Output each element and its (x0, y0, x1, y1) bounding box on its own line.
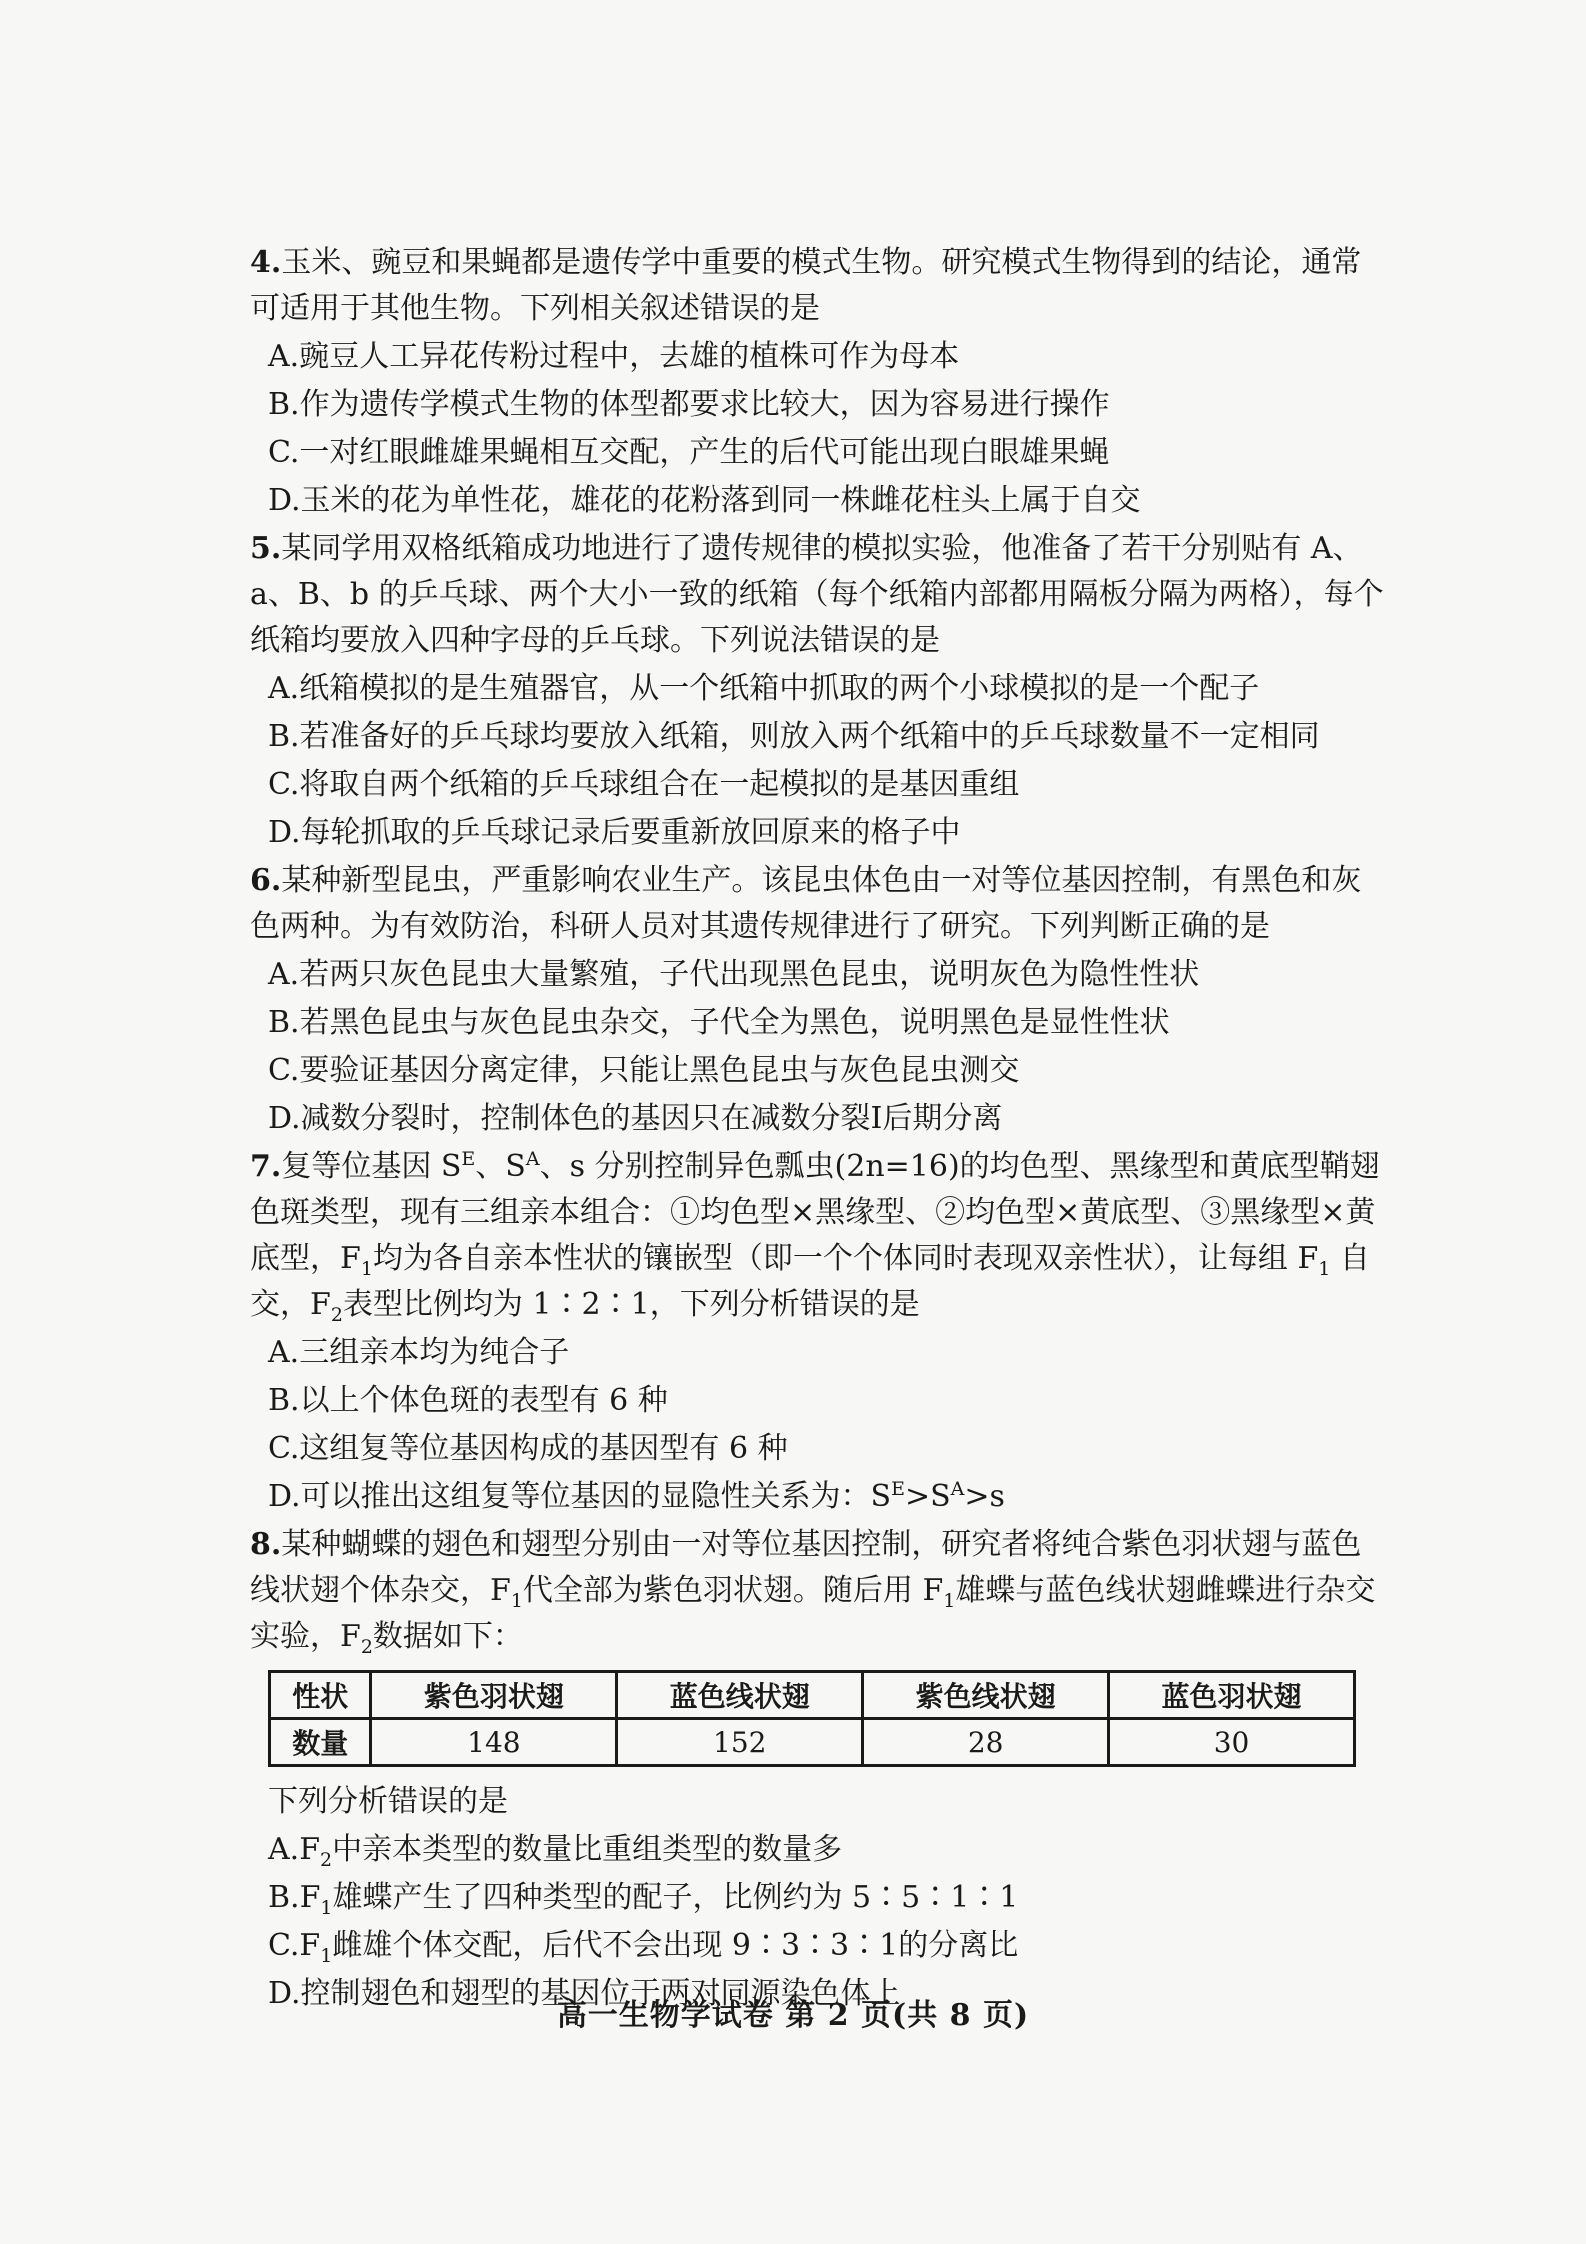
question-6-stem: 6.某种新型昆虫，严重影响农业生产。该昆虫体色由一对等位基因控制，有黑色和灰色两种。为有效防治，科研人员对其遗传规律进行了研究。下列判断正确的是 (250, 863, 1362, 944)
question-4-option-b: B.作为遗传学模式生物的体型都要求比较大，因为容易进行操作 (268, 387, 1110, 422)
question-8-option-b: $B.F_1$雄蝶产生了四种类型的配子，比例约为 5∶5∶1∶1 (268, 1880, 1019, 1919)
table-cell: 30 (1109, 1719, 1355, 1766)
question-4-option-c: C.一对红眼雌雄果蝇相互交配，产生的后代可能出现白眼雄果蝇 (268, 435, 1110, 470)
question-4-option-d: D.玉米的花为单性花，雄花的花粉落到同一株雌花柱头上属于自交 (268, 483, 1141, 518)
table-header-cell: 蓝色羽状翅 (1109, 1672, 1355, 1719)
question-4 (250, 240, 1390, 524)
question-6-option-b: B.若黑色昆虫与灰色昆虫杂交，子代全为黑色，说明黑色是显性性状 (268, 1005, 1170, 1040)
table-header-cell: 蓝色线状翅 (617, 1672, 863, 1719)
question-5 (250, 526, 1390, 856)
f2-data-table (268, 1670, 1356, 1767)
question-4-option-a: A.豌豆人工异花传粉过程中，去雄的植株可作为母本 (268, 339, 960, 374)
question-7-option-a: A.三组亲本均为纯合子 (268, 1335, 570, 1370)
question-8 (250, 1522, 1390, 2017)
question-8-prompt: 下列分析错误的是 (268, 1784, 508, 1819)
question-7-option-c: C.这组复等位基因构成的基因型有 6 种 (268, 1431, 788, 1466)
question-8-option-d: D.控制翅色和翅型的基因位于两对同源染色体上 (268, 1976, 901, 2011)
table-header-cell: 性状 (270, 1672, 371, 1719)
question-6 (250, 858, 1390, 1142)
question-4-stem: 4.玉米、豌豆和果蝇都是遗传学中重要的模式生物。研究模式生物得到的结论，通常可适用于其他生物。下列相关叙述错误的是 (250, 245, 1362, 326)
table-row (270, 1719, 1355, 1766)
table-header-cell: 紫色羽状翅 (371, 1672, 617, 1719)
question-5-option-d: D.每轮抓取的乒乓球记录后要重新放回原来的格子中 (268, 815, 961, 850)
question-6-option-a: A.若两只灰色昆虫大量繁殖，子代出现黑色昆虫，说明灰色为隐性性状 (268, 957, 1200, 992)
question-8-stem: 8.某种蝴蝶的翅色和翅型分别由一对等位基因控制，研究者将纯合紫色羽状翅与蓝色线状翅个体杂交，$F_1$代全部为紫色羽状翅。随后用 $F_1$雄蝶与蓝色线状翅雌蝶进行杂交实验，$F_2$数据如下： (250, 1527, 1376, 1658)
question-8-option-a: $A.F_2$中亲本类型的数量比重组类型的数量多 (268, 1832, 843, 1871)
question-7-stem: 7.复等位基因 $S^E$、$S^A$、s 分别控制异色瓢虫(2n=16)的均色型、黑缘型和黄底型鞘翅色斑类型，现有三组亲本组合：①均色型×黑缘型、②均色型×黄底型、③黑缘型×黄底型，$F_1$均为各自亲本性状的镶嵌型（即一个个体同时表现双亲性状），让每组 $F_1$ 自交，$F_2$表型比例均为 1∶2∶1，下列分析错误的是 (250, 1148, 1380, 1326)
table-header-cell: 紫色线状翅 (863, 1672, 1109, 1719)
question-5-stem: 5.某同学用双格纸箱成功地进行了遗传规律的模拟实验，他准备了若干分别贴有 A、a、B、b 的乒乓球、两个大小一致的纸箱（每个纸箱内部都用隔板分隔为两格），每个纸箱均要放入四种字母的乒乓球。下列说法错误的是 (250, 531, 1384, 658)
table-cell: 数量 (270, 1719, 371, 1766)
question-7-option-b: B.以上个体色斑的表型有 6 种 (268, 1383, 668, 1418)
question-5-option-a: A.纸箱模拟的是生殖器官，从一个纸箱中抓取的两个小球模拟的是一个配子 (268, 671, 1260, 706)
question-5-option-b: B.若准备好的乒乓球均要放入纸箱，则放入两个纸箱中的乒乓球数量不一定相同 (268, 719, 1320, 754)
page-content (250, 240, 1390, 2019)
page-footer: 高一生物学试卷 第 2 页(共 8 页) (556, 1998, 1030, 2033)
table-header-row (270, 1672, 1355, 1719)
table-cell: 148 (371, 1719, 617, 1766)
question-7-option-d: D.可以推出这组复等位基因的显隐性关系为：$S^E>S^A>s$ (268, 1478, 1005, 1514)
question-7 (250, 1144, 1390, 1520)
table-cell: 152 (617, 1719, 863, 1766)
table-cell: 28 (863, 1719, 1109, 1766)
question-6-option-c: C.要验证基因分离定律，只能让黑色昆虫与灰色昆虫测交 (268, 1053, 1020, 1088)
question-8-option-c: $C.F_1$雌雄个体交配，后代不会出现 9∶3∶3∶1的分离比 (268, 1928, 1019, 1967)
question-6-option-d: D.减数分裂时，控制体色的基因只在减数分裂Ⅰ后期分离 (268, 1101, 1003, 1136)
question-5-option-c: C.将取自两个纸箱的乒乓球组合在一起模拟的是基因重组 (268, 767, 1020, 802)
